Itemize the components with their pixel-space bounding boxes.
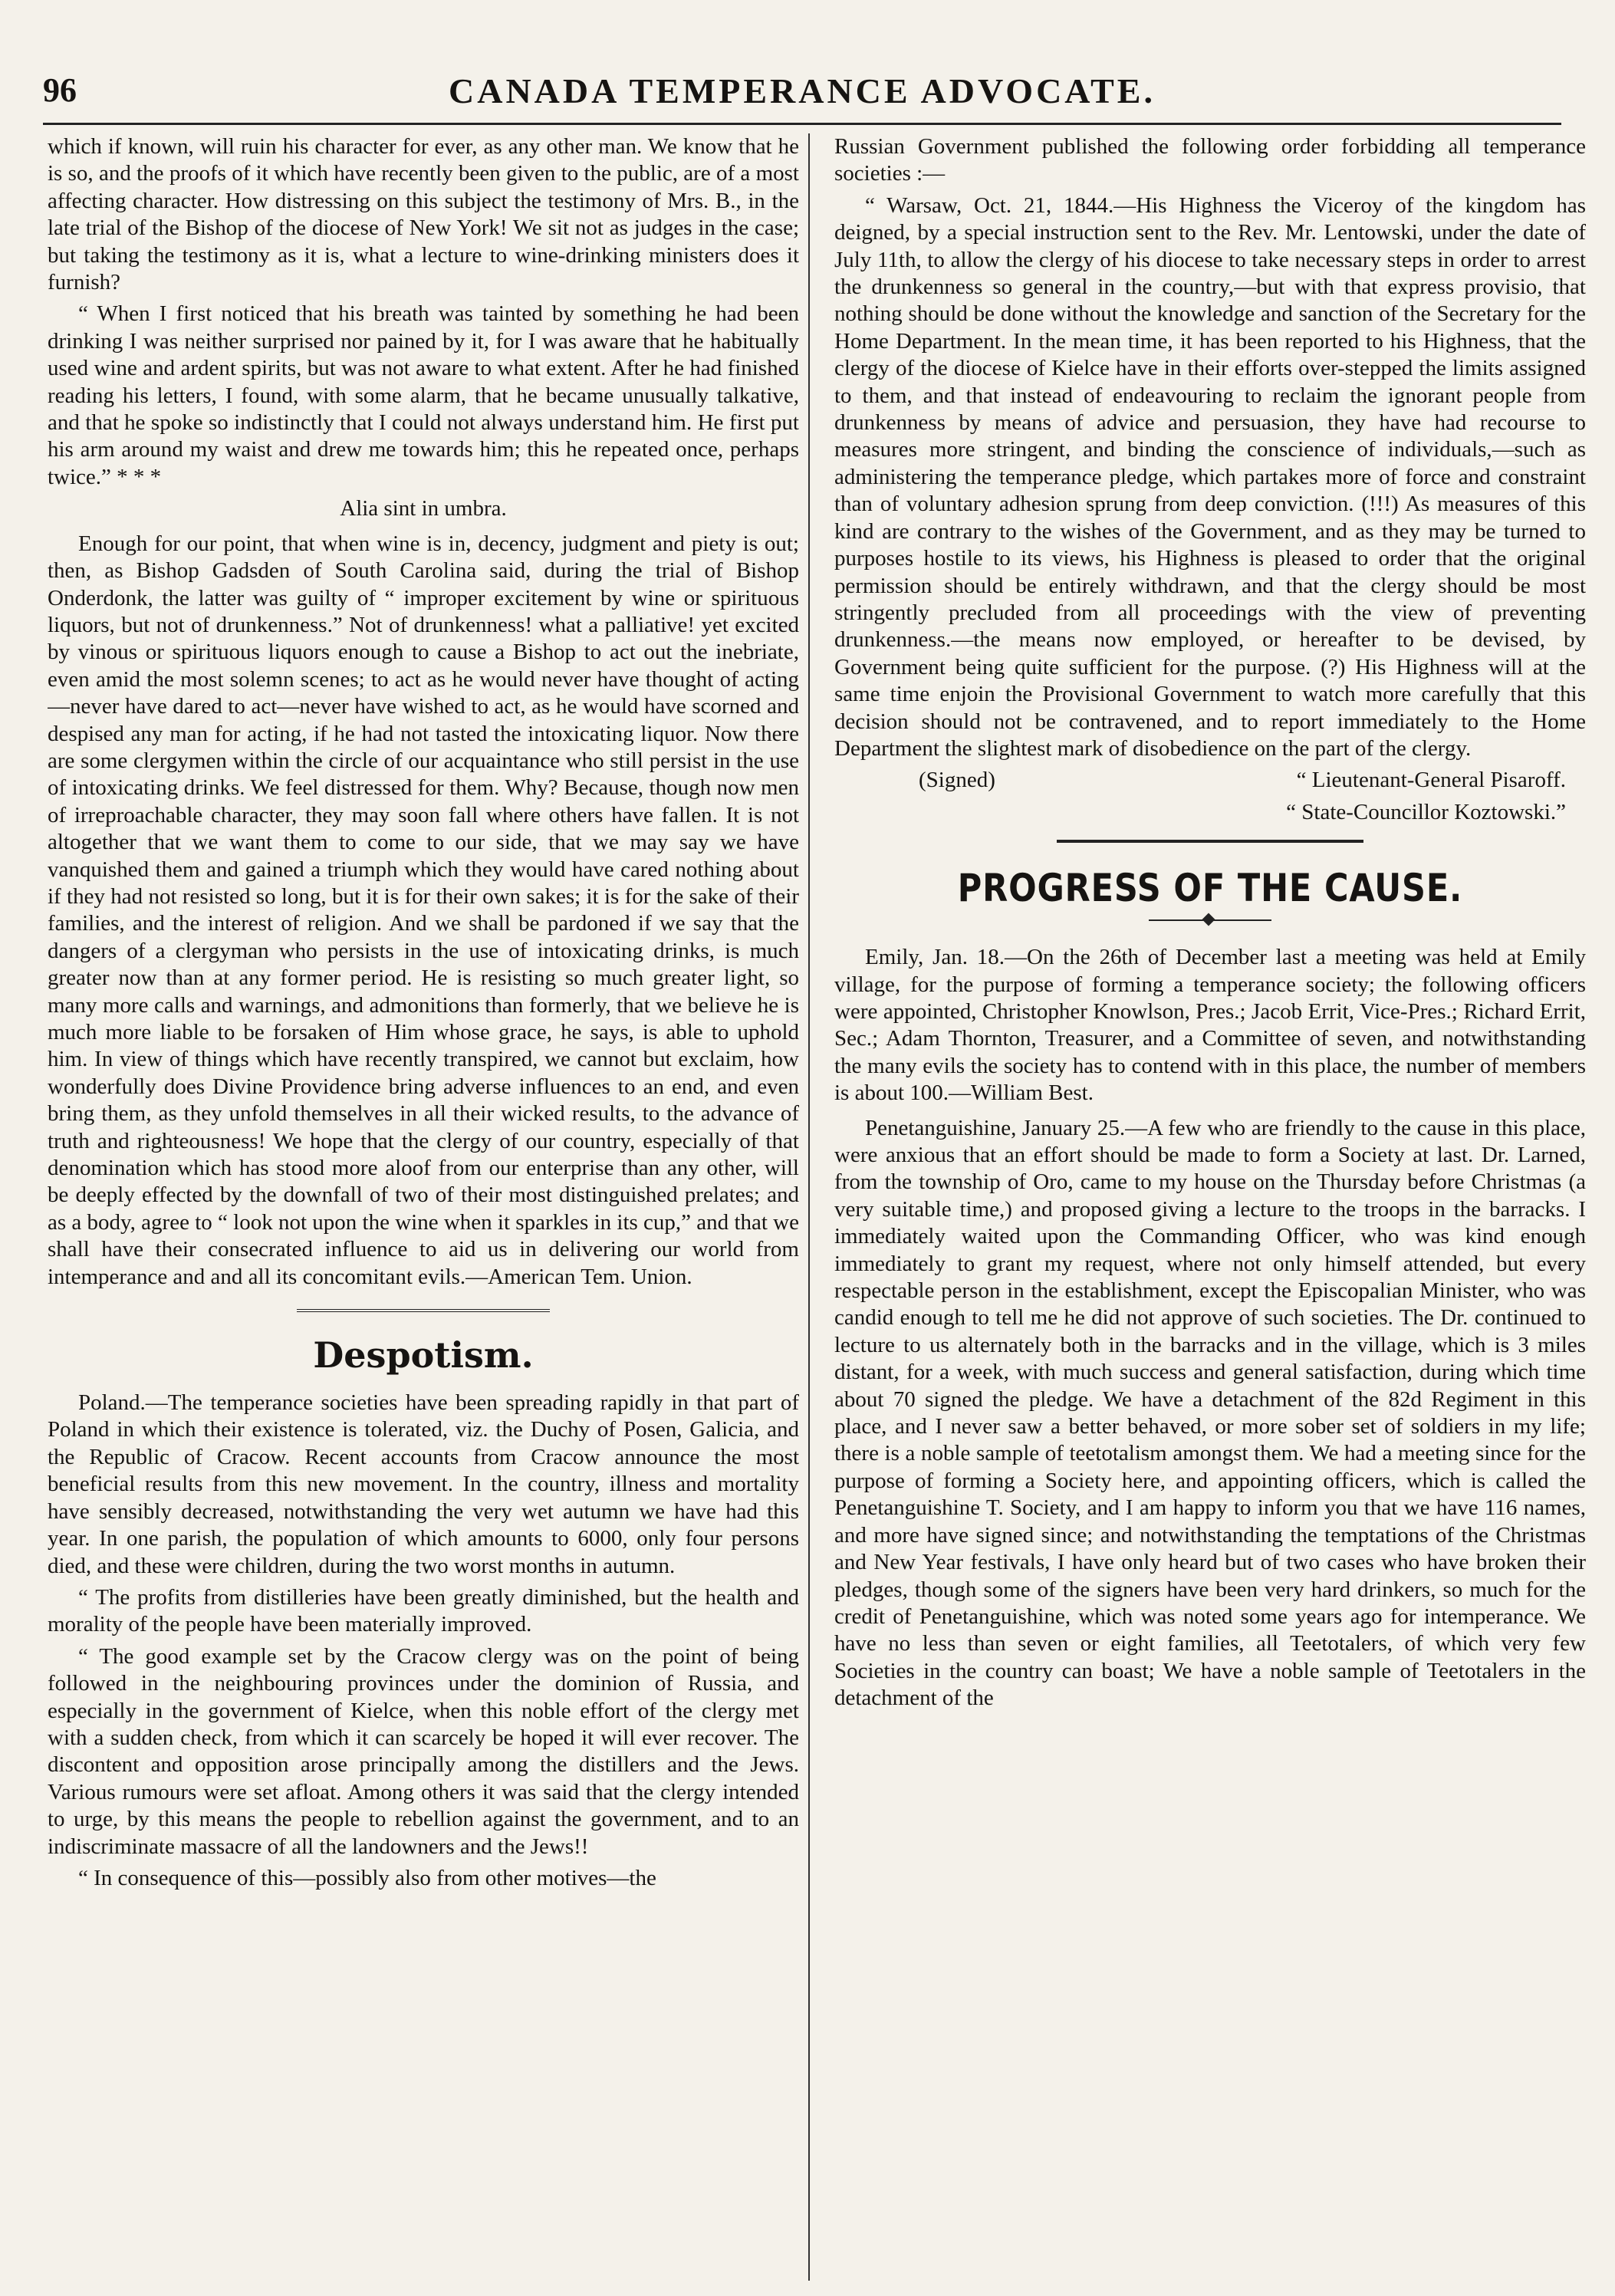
- signer-name: “ State-Councillor Koztowski.”: [1286, 799, 1566, 824]
- decree-text: “ Warsaw, Oct. 21, 1844.—His Highness the Viceroy of the kingdom has deigned, by a special instruction sent to the Rev. Mr. Lentowski, under the date of July 11th, to allow the clergy of his diocese to take necessary steps in order to arrest the drunkenness so general in the country,—but with that express provisio, that nothing should be done without the knowledge and sanction of the Secretary for the Home Department. In the mean time, it has been reported to his Highness, that the clergy of the diocese of Kielce have in their efforts over-stepped the limits assigned to them, and that instead of endeavouring to reclaim the ignorant people from drunkenness by means of advice and persuasion, they have had recourse to measures more stringent, and binding the conscience of individuals,—such as administering the temperance pledge, which partakes more of force and constraint than of voluntary adhesion sprung from deep conviction. (!!!) As measures of this kind are contrary to the wishes of the Government, and as they may be turned to purposes hostile to its views, his Highness is pleased to order that the original permission should be entirely withdrawn, and that the clergy should be most stringently precluded from all proceedings with the view of preventing drunkenness.—the means now employed, or hereafter to be devised, by Government being quite sufficient for the purpose. (?) His Highness will at the same time enjoin the Provisional Government to watch more carefully that this decision should not be contravened, and to report immediately to the Home Department the slightest mark of disobedience on the part of the clergy.: [834, 192, 1586, 761]
- paragraph: which if known, will ruin his character for ever, as any other man. We know that he is so, and the proofs of it which have recently been given to the public, are of a most affecting character. How distressing on this subject the testimony of Mrs. B., in the late trial of the Bishop of the diocese of New York! We sit not as judges in the case; but taking the testimony as it is, what a lecture to wine-drinking ministers does it furnish?: [48, 134, 799, 295]
- paragraph: “ In consequence of this—possibly also from other motives—the: [78, 1865, 656, 1890]
- signed-label: (Signed): [919, 768, 995, 793]
- latin-aside: Alia sint in umbra.: [340, 496, 507, 521]
- paragraph: Russian Government published the following order forbidding all temperance societies :—: [834, 134, 1586, 186]
- paragraph: “ The profits from distilleries have been greatly diminished, but the health and morality of the people have been materially improved.: [48, 1584, 799, 1637]
- paragraph: Enough for our point, that when wine is in, decency, judgment and piety is out; then, as Bishop Gadsden of South Carolina said, during the trial of Bishop Onderdonk, the latter was guilty of “ improper excitement by wine or spirituous liquors, but not of drunkenness.” Not of drunkenness! what a palliative! yet excited by vinous or spirituous liquors enough to cause a Bishop to act out the inebriate, even amid the most solemn scenes; to act as he would never have thought of acting—never have dared to act—never have wished to act, as he would have scorned and despised any man for acting, if he had not tasted the intoxicating liquor. Now there are some clergymen within the circle of our acquaintance who still persist in the use of intoxicating drinks. We feel distressed for them. Why? Because, though now men of irreproachable character, they may soon fall where others have fallen. It is not altogether that we want them to come to our side, that we may say we have vanquished them and gained a triumph which they would have cared nothing about if they had not resisted so long, but it is for their own sakes; it is for the sake of their families, and the interest of religion. And we shall be pardoned if we say that the dangers of a clergyman who persists in the use of intoxicating drinks, is much greater now than at any former period. He is resisting so much greater light, so many more calls and warnings, and admonitions than formerly, that we believe he is much more liable to be forsaken of Him whose grace, he says, is able to uphold him. In view of things which have recently transpired, we cannot but exclaim, how wonderfully does Divine Providence bring adverse influences to an end, and even bring them, as they unfold themselves in all their wicked results, to the advance of truth and righteousness! We hope that the clergy of our country, especially of that denomination which has stood more aloof from our enterprise than any other, will be deeply effected by the downfall of two of their most distinguished prelates; and as a body, agree to “ look not upon the wine when it sparkles in its cup,” and that we shall have their consecrated influence to aid us in delivering our world from intemperance and and all its concomitant evils.—American Tem. Union.: [48, 531, 799, 1289]
- right-column: [834, 133, 1586, 2281]
- page-header: [43, 67, 1561, 121]
- column-divider: [808, 133, 810, 2281]
- signer-name: “ Lieutenant-General Pisaroff.: [1296, 768, 1566, 793]
- left-column: [48, 133, 799, 2281]
- running-title: CANADA TEMPERANCE ADVOCATE.: [449, 71, 1156, 110]
- section-divider: [297, 1309, 550, 1314]
- signature-line: [834, 767, 1586, 794]
- section-heading-progress: PROGRESS OF THE CAUSE.: [957, 866, 1463, 911]
- header-rule: [43, 123, 1561, 125]
- section-heading-despotism: Despotism.: [313, 1334, 534, 1377]
- diamond-ornament: [1202, 913, 1215, 926]
- ornamental-rule: [1149, 916, 1271, 924]
- paragraph: “ The good example set by the Cracow clergy was on the point of being followed in the neighbouring provinces under the dominion of Russia, and especially in the government of Kielce, when this noble effort of the clergy met with a sudden check, from which it can scarcely be hoped it will ever recover. The discontent and opposition arose principally among the distillers and the Jews. Various rumours were set afloat. Among others it was said that the clergy intended to urge, by this means the people to rebellion against the government, and to an indiscriminate massacre of all the landowners and the Jews!!: [48, 1643, 799, 1859]
- paragraph: Poland.—The temperance societies have been spreading rapidly in that part of Poland in which their existence is tolerated, viz. the Duchy of Posen, Galicia, and the Republic of Cracow. Recent accounts from Cracow announce the most beneficial results from this new movement. In the country, illness and mortality have sensibly decreased, notwithstanding the very wet autumn we have had this year. In one parish, the population of which amounts to 6000, only four persons died, and these were children, during the two worst months in autumn.: [48, 1390, 799, 1578]
- report-emily: Emily, Jan. 18.—On the 26th of December last a meeting was held at Emily village, for the purpose of forming a temperance society; the following officers were appointed, Christopher Knowlson, Pres.; Jacob Errit, Vice-Pres.; Richard Errit, Sec.; Adam Thornton, Treasurer, and a Committee of seven, and notwithstanding the many evils the society has to contend with in this place, the number of members is about 100.—William Best.: [834, 945, 1586, 1106]
- quoted-testimony: “ When I first noticed that his breath was tainted by something he had been drinking I was neither surprised nor pained by it, for I was aware that he habitually used wine and ardent spirits, but was not aware to what extent. After he had finished reading his letters, I found, with some alarm, that he became unusually talkative, and that he spoke so indistinctly that I could not always understand him. He first put his arm around my waist and drew me towards him; this he repeated once, perhaps twice.” * * *: [48, 301, 799, 489]
- section-divider: [1057, 840, 1363, 843]
- report-penetanguishine: Penetanguishine, January 25.—A few who are friendly to the cause in this place, were anxious that an effort should be made to form a Society at last. Dr. Larned, from the township of Oro, came to my house on the Thursday before Christmas (a very suitable time,) and proposed giving a lecture to the troops in the barracks. I immediately waited upon the Commanding Officer, who was kind enough immediately to grant my request, where not only himself attended, but every respectable person in the establishment, except the Episcopalian Minister, who was candid enough to tell me he did not approve of such societies. The Dr. continued to lecture to us alternately both in the barracks and in the village, which is 3 miles distant, for a week, with much success and general satisfaction, during which time about 70 signed the pledge. We have a detachment of the 82d Regiment in this place, and I never saw a better behaved, or more sober set of soldiers in my life; there is a noble sample of teetotalism amongst them. We had a meeting since for the purpose of forming a Society here, and appointing officers, which is called the Penetanguishine T. Society, and I am happy to inform you that we have 116 names, and more have signed since; and notwithstanding the temptations of the Christmas and New Year festivals, I have only heard but of two cases who have broken their pledges, though some of the signers have been very hard drinkers, so much for the credit of Penetanguishine, which was noted some years ago for intemperance. We have no less than seven or eight families, all Teetotalers, of which very few Societies in the country can boast; We have a noble sample of Teetotalers in the detachment of the: [834, 1115, 1586, 1711]
- page-number: 96: [43, 71, 77, 109]
